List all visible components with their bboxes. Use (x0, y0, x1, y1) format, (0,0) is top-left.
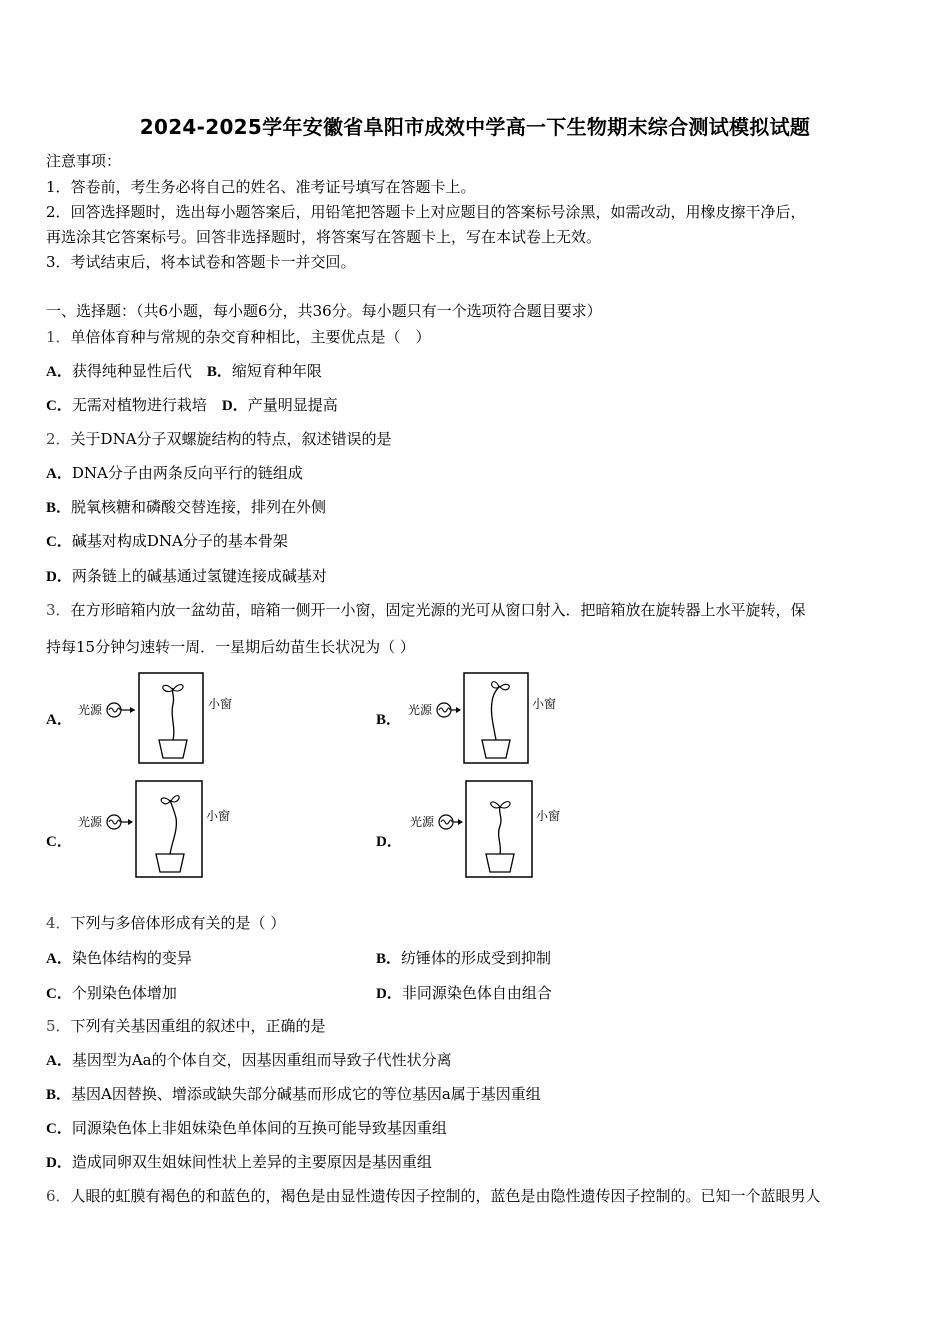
option-label: A． (46, 1053, 72, 1069)
option-label: D． (46, 1155, 72, 1171)
option-label: D． (46, 569, 72, 585)
notice-item: 1．答卷前，考生务必将自己的姓名、准考证号填写在答题卡上。 (46, 178, 476, 196)
q4-option-b (376, 948, 551, 969)
question-number: 5． (46, 1017, 71, 1035)
q5-option-d (46, 1152, 432, 1173)
page-title: 2024-2025学年安徽省阜阳市成效中学高一下生物期末综合测试模拟试题 (139, 115, 811, 139)
light-source-label: 光源 (78, 703, 103, 717)
q4-option-d (376, 983, 552, 1004)
option-d: 造成同卵双生姐妹间性状上差异的主要原因是基因重组 (71, 1153, 432, 1171)
q2-option-d (46, 566, 327, 587)
figure-c-label: C． (46, 834, 72, 850)
question-number: 4． (46, 914, 71, 932)
option-label: A． (46, 951, 72, 967)
dark-box (136, 781, 202, 877)
figure-a (74, 668, 244, 768)
question-3 (46, 600, 806, 620)
q5-option-a (46, 1050, 452, 1071)
figure-a-label: A． (46, 712, 72, 728)
figure-d-label: D． (376, 834, 402, 850)
q5-option-b (46, 1084, 541, 1105)
option-d: 非同源染色体自由组合 (401, 984, 552, 1002)
pot-icon (156, 854, 184, 872)
option-label: B． (206, 364, 232, 380)
question-4 (46, 913, 285, 933)
option-label: C． (46, 398, 72, 414)
q2-option-b (46, 497, 326, 518)
question-number: 1． (46, 328, 71, 346)
notice-item: 再选涂其它答案标号。回答非选择题时，将答案写在答题卡上，写在本试卷上无效。 (46, 228, 602, 246)
question-text: 在方形暗箱内放一盆幼苗，暗箱一侧开一小窗，固定光源的光可从窗口射入．把暗箱放在旋转器上水平旋转，保 (70, 601, 806, 619)
question-number: 3． (46, 601, 71, 619)
option-d: 产量明显提高 (247, 396, 338, 414)
option-label: D． (221, 398, 248, 414)
question-text: 单倍体育种与常规的杂交育种相比，主要优点是（ ） (70, 328, 431, 346)
pot-icon (486, 854, 514, 872)
dark-box (464, 673, 528, 763)
option-b: 缩短育种年限 (231, 362, 322, 380)
notice-heading: 注意事项： (46, 152, 122, 170)
figure-d (408, 778, 578, 882)
option-label: B． (376, 951, 402, 967)
q4-option-a (46, 948, 192, 969)
option-label: B． (46, 500, 72, 516)
question-number: 2． (46, 430, 71, 448)
option-c: 无需对植物进行栽培 (71, 396, 207, 414)
q2-option-a (46, 463, 303, 484)
question-number: 6． (46, 1187, 71, 1205)
question-1 (46, 327, 431, 347)
question-text: 人眼的虹膜有褐色的和蓝色的，褐色是由显性遗传因子控制的，蓝色是由隐性遗传因子控制的。已知一个蓝眼男人 (70, 1187, 821, 1205)
question-text: 下列有关基因重组的叙述中，正确的是 (70, 1017, 326, 1035)
pot-icon (482, 740, 510, 758)
seedling-stem (170, 800, 176, 854)
dark-box (139, 673, 203, 763)
option-c: 碱基对构成DNA分子的基本骨架 (71, 532, 288, 550)
light-source-label: 光源 (78, 815, 103, 829)
seedling-stem (499, 806, 501, 854)
window-label: 小窗 (208, 697, 233, 711)
option-c: 个别染色体增加 (71, 984, 177, 1002)
figure-b-label: B． (376, 712, 402, 728)
option-a: 基因型为Aa的个体自交，因基因重组而导致子代性状分离 (71, 1051, 452, 1069)
question-5 (46, 1016, 326, 1036)
question-text: 下列与多倍体形成有关的是（ ） (70, 914, 286, 932)
notice-item: 3．考试结束后，将本试卷和答题卡一并交回。 (46, 253, 356, 271)
option-label: C． (46, 986, 72, 1002)
option-a: 染色体结构的变异 (71, 949, 192, 967)
q2-option-c (46, 531, 288, 552)
q1-options-cd (46, 395, 338, 416)
q4-option-c (46, 983, 177, 1004)
question-2 (46, 429, 392, 449)
option-label: B． (46, 1087, 72, 1103)
question-text: 关于DNA分子双螺旋结构的特点，叙述错误的是 (70, 430, 392, 448)
window-label: 小窗 (206, 809, 231, 823)
q5-option-c (46, 1118, 447, 1139)
option-label: C． (46, 534, 72, 550)
option-c: 同源染色体上非姐妹染色单体间的互换可能导致基因重组 (71, 1119, 447, 1137)
option-b: 基因A因替换、增添或缺失部分碱基而形成它的等位基因a属于基因重组 (71, 1085, 541, 1103)
option-d: 两条链上的碱基通过氢键连接成碱基对 (71, 567, 327, 585)
option-a: DNA分子由两条反向平行的链组成 (71, 464, 303, 482)
option-b: 脱氧核糖和磷酸交替连接，排列在外侧 (71, 498, 327, 516)
option-label: A． (46, 466, 72, 482)
seedling-stem (491, 686, 500, 740)
option-b: 纺锤体的形成受到抑制 (401, 949, 552, 967)
option-label: D． (376, 986, 402, 1002)
figure-b (404, 668, 574, 768)
light-source-label: 光源 (410, 815, 435, 829)
question-3-cont: 持每15分钟匀速转一周．一星期后幼苗生长状况为（ ） (46, 638, 415, 656)
notice-item: 2．回答选择题时，选出每小题答案后，用铅笔把答题卡上对应题目的答案标号涂黑，如需改动，用橡皮擦干净后， (46, 203, 806, 221)
figure-c (74, 778, 244, 882)
option-a: 获得纯种显性后代 (71, 362, 192, 380)
option-label: C． (46, 1121, 72, 1137)
option-label: A． (46, 364, 72, 380)
seedling-stem (172, 688, 174, 740)
q1-options-ab (46, 361, 322, 382)
section-heading: 一、选择题：（共6小题，每小题6分，共36分。每小题只有一个选项符合题目要求） (46, 302, 602, 320)
light-source-label: 光源 (408, 703, 433, 717)
window-label: 小窗 (536, 809, 561, 823)
pot-icon (159, 740, 187, 758)
question-6 (46, 1186, 821, 1206)
window-label: 小窗 (532, 697, 557, 711)
